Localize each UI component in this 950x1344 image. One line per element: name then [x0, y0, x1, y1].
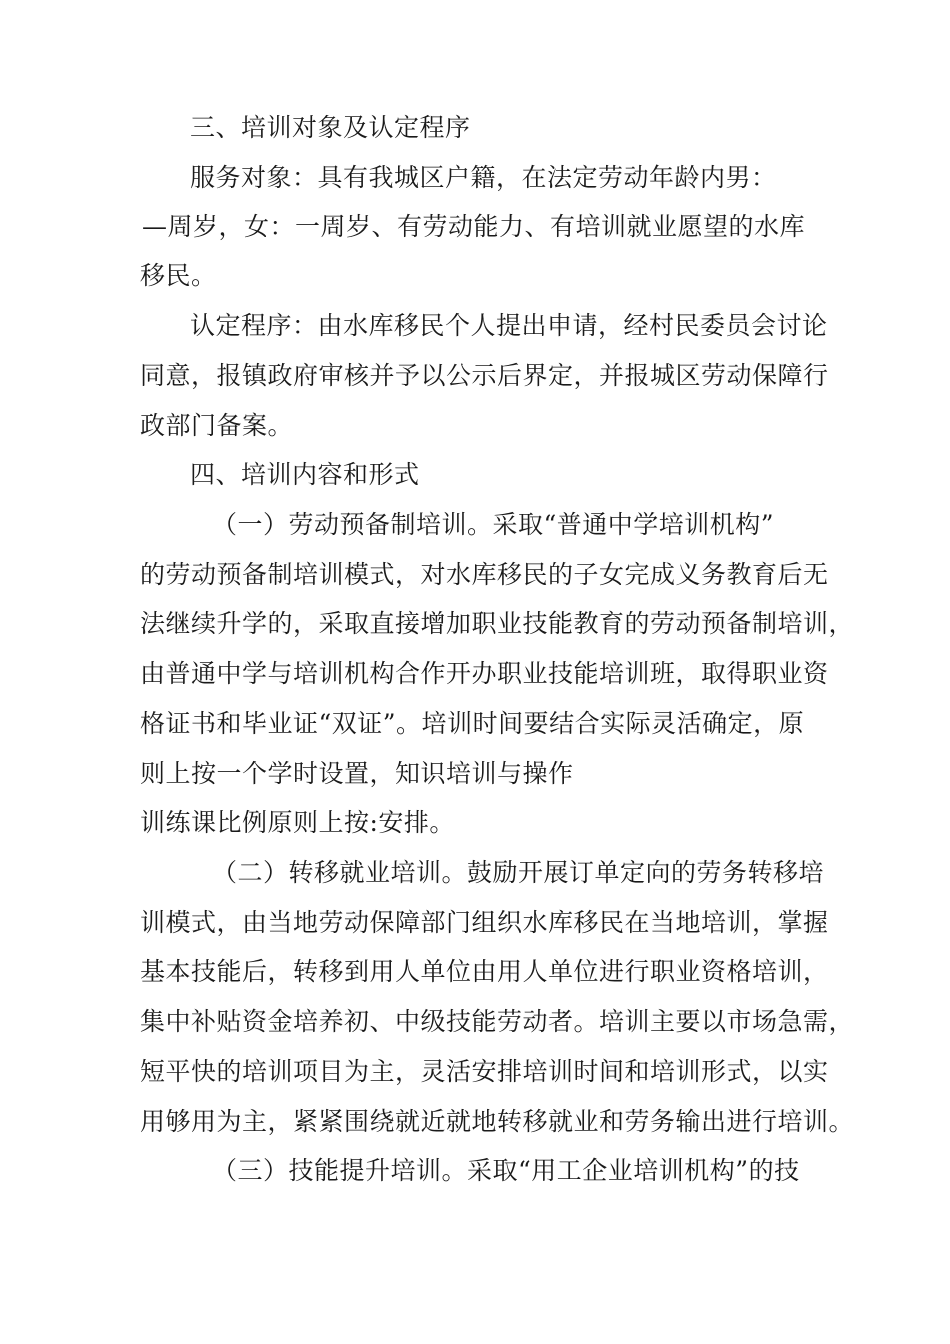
- paragraph-line: 训模式，由当地劳动保障部门组织水库移民在当地培训，掌握: [140, 908, 829, 937]
- paragraph-line: 由普通中学与培训机构合作开办职业技能培训班，取得职业资: [140, 659, 829, 688]
- paragraph-line: 同意，报镇政府审核并予以公示后界定，并报城区劳动保障行: [140, 361, 829, 390]
- paragraph-line: 短平快的培训项目为主，灵活安排培训时间和培训形式，以实: [140, 1057, 829, 1086]
- paragraph-line: 格证书和毕业证“双证”。培训时间要结合实际灵活确定，原: [140, 709, 805, 738]
- paragraph-line: 法继续升学的，采取直接增加职业技能教育的劳动预备制培训，: [140, 609, 855, 638]
- paragraph-line: 集中补贴资金培养初、中级技能劳动者。培训主要以市场急需，: [140, 1007, 855, 1036]
- paragraph-line: 认定程序：由水库移民个人提出申请，经村民委员会讨论: [190, 311, 828, 340]
- paragraph-line: 用够用为主，紧紧围绕就近就地转移就业和劳务输出进行培训。: [140, 1107, 855, 1136]
- paragraph-line: 服务对象：具有我城区户籍，在法定劳动年龄内男：: [190, 163, 777, 192]
- paragraph-line: 移民。: [140, 261, 217, 290]
- paragraph-line: 基本技能后，转移到用人单位由用人单位进行职业资格培训，: [140, 957, 829, 986]
- subsection-heading-2: （二）转移就业培训。鼓励开展订单定向的劳务转移培: [212, 858, 825, 887]
- paragraph-line: 则上按一个学时设置，知识培训与操作: [140, 759, 574, 788]
- subsection-heading-3: （三）技能提升培训。采取“用工企业培训机构”的技: [212, 1156, 800, 1185]
- paragraph-line: —周岁，女：一周岁、有劳动能力、有培训就业愿望的水库: [142, 212, 806, 241]
- paragraph-line: 训练课比例原则上按:安排。: [140, 808, 455, 837]
- paragraph-line: 政部门备案。: [140, 411, 294, 440]
- section-heading-3: 三、培训对象及认定程序: [190, 113, 471, 142]
- paragraph-line: 的劳动预备制培训模式，对水库移民的子女完成义务教育后无: [140, 560, 829, 589]
- section-heading-4: 四、培训内容和形式: [190, 460, 420, 489]
- subsection-heading-1: （一）劳动预备制培训。采取“普通中学培训机构”: [212, 510, 775, 539]
